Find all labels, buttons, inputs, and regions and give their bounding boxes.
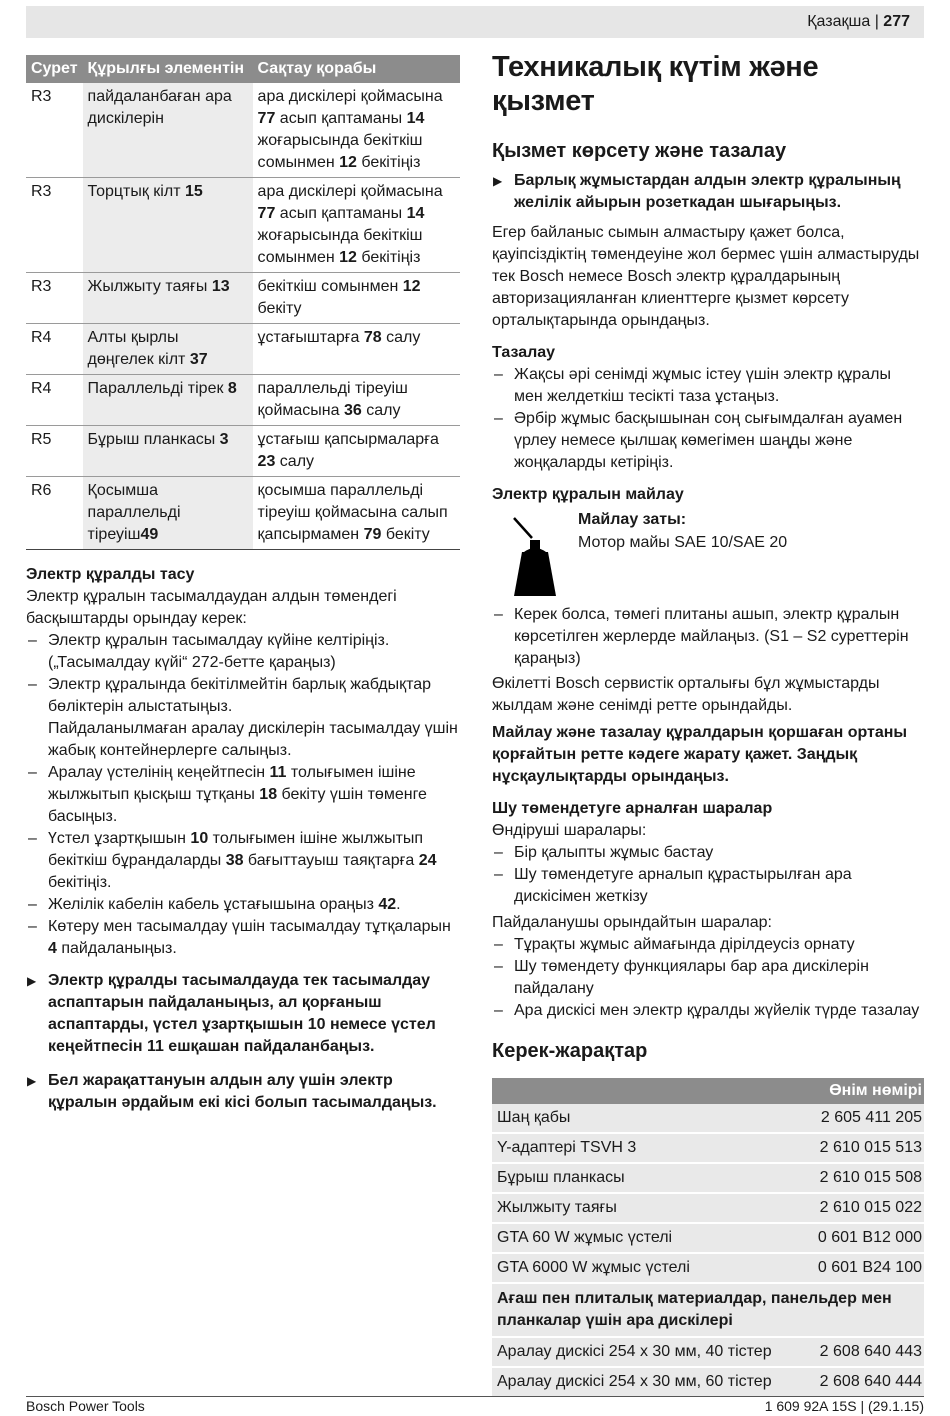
accessory-number: 0 601 B12 000 bbox=[802, 1223, 924, 1253]
list-item: – Бір қалыпты жұмыс бастау bbox=[492, 842, 924, 864]
table-row bbox=[26, 426, 460, 477]
col-header-storage: Сақтау қорабы bbox=[253, 55, 460, 83]
header-page-number: 277 bbox=[883, 13, 910, 30]
header-separator: | bbox=[874, 13, 879, 30]
table-row bbox=[26, 83, 460, 178]
list-item: – Жақсы әрі сенімді жұмыс істеу үшін электр құралы мен желдеткіш тесікті таза ұстаңыз. bbox=[492, 364, 924, 408]
table-row bbox=[492, 1163, 924, 1193]
item-cell: Жылжыту таяғы 13 bbox=[83, 273, 253, 324]
lube-text bbox=[578, 508, 787, 554]
ref-number: 42 bbox=[378, 896, 397, 913]
storage-table-header bbox=[26, 55, 460, 83]
accessories-heading: Керек-жарақтар bbox=[492, 1040, 648, 1062]
lube-list bbox=[492, 604, 924, 670]
right-column bbox=[492, 50, 924, 1397]
list-item: – Керек болса, төмегі плитаны ашып, электр құралын көрсетілген жерлерде майлаңыз. (S1 – S2 суреттерін қараңыз) bbox=[492, 604, 924, 670]
transport-warning-2: ▶ Бел жарақаттануын алдын алу үшін электр құралын әрдайым екі кісі болып тасымалдаңыз. bbox=[26, 1070, 460, 1114]
noise-maker-list bbox=[492, 842, 924, 908]
ref-number: 36 bbox=[343, 402, 362, 419]
ref-number: 49 bbox=[140, 526, 159, 543]
service-heading: Қызмет көрсету және тазалау bbox=[492, 140, 787, 162]
ref-number: 78 bbox=[363, 329, 382, 346]
page-header bbox=[26, 6, 924, 38]
maintenance-title: Техникалық күтім және қызмет bbox=[492, 51, 819, 117]
accessory-number: 2 608 640 444 bbox=[802, 1367, 924, 1397]
noise-user-label: Пайдаланушы орындайтын шаралар: bbox=[492, 914, 772, 931]
list-item: – Шу төмендету функциялары бар ара дискілерін пайдалану bbox=[492, 956, 924, 1000]
accessory-name: Шаң қабы bbox=[492, 1104, 802, 1133]
item-cell: Бұрыш планкасы 3 bbox=[83, 426, 253, 477]
fig-cell: R3 bbox=[26, 273, 83, 324]
ref-number: 10 bbox=[190, 830, 209, 847]
footer-doc-id: 1 609 92A 15S | (29.1.15) bbox=[764, 1398, 924, 1414]
accessories-table-header bbox=[492, 1078, 924, 1104]
noise-user-list bbox=[492, 934, 924, 1022]
transport-intro: Электр құралын тасымалдаудан алдын төмендегі басқыштарды орындау керек: bbox=[26, 588, 397, 627]
list-item: – Желілік кабелін кабель ұстағышына ораңыз 42. bbox=[26, 894, 460, 916]
item-cell: пайдаланбаған ара дискілерін bbox=[83, 83, 253, 178]
table-row bbox=[492, 1253, 924, 1283]
cleaning-list bbox=[492, 364, 924, 474]
accessory-number: 2 605 411 205 bbox=[802, 1104, 924, 1133]
list-item: – Ара дискісі мен электр құралды жүйелік түрде тазалау bbox=[492, 1000, 924, 1022]
oil-can-icon bbox=[510, 510, 570, 602]
cleaning-heading: Тазалау bbox=[492, 344, 556, 361]
table-row bbox=[26, 477, 460, 550]
ref-number: 79 bbox=[363, 526, 382, 543]
service-text: Егер байланыс сымын алмастыру қажет болса, қауіпсіздіктің төмендеуіне жол бермес үшін алмастыруды тек Bosch немесе Bosch электр құралдарының авторизацияланған клиенттерге қызмет көрсету орталықтарында орындаңыз. bbox=[492, 224, 920, 329]
lube-value: Мотор майы SAE 10/SAE 20 bbox=[578, 534, 788, 551]
ref-number: 77 bbox=[257, 205, 276, 222]
noise-maker-label: Өндіруші шаралары: bbox=[492, 822, 647, 839]
footer-divider bbox=[26, 1396, 924, 1397]
storage-cell: ұстағыш қапсырмаларға 23 салу bbox=[253, 426, 460, 477]
table-row bbox=[26, 324, 460, 375]
ref-number: 4 bbox=[48, 940, 57, 957]
fig-cell: R4 bbox=[26, 324, 83, 375]
accessory-number: 2 610 015 513 bbox=[802, 1133, 924, 1163]
ref-number: 38 bbox=[225, 852, 244, 869]
storage-cell: параллельді тіреуіш қоймасына 36 салу bbox=[253, 375, 460, 426]
col-header-product-number: Өнім нөмірі bbox=[492, 1078, 924, 1104]
storage-cell: бекіткіш сомынмен 12 бекіту bbox=[253, 273, 460, 324]
ref-number: 24 bbox=[418, 852, 437, 869]
ref-number: 13 bbox=[211, 278, 230, 295]
ref-number: 8 bbox=[227, 380, 237, 397]
list-item: – Әрбір жұмыс басқышынан соң сығымдалған ауамен үрлеу немесе қылшақ көмегімен шаңды және жоңқаларды кетіріңіз. bbox=[492, 408, 924, 474]
ref-number: 37 bbox=[189, 351, 208, 368]
accessory-name: Аралау дискісі 254 x 30 мм, 60 тістер bbox=[492, 1367, 802, 1397]
ref-number: 15 bbox=[184, 183, 203, 200]
storage-cell: ара дискілері қоймасына 77 асып қаптаманы 14 жоғарысында бекіткіш сомынмен 12 бекітіңіз bbox=[253, 83, 460, 178]
col-header-item: Құрылғы элементін bbox=[83, 55, 253, 83]
lube-block bbox=[492, 508, 924, 604]
list-item: – Көтеру мен тасымалдау үшін тасымалдау тұтқаларын 4 пайдаланыңыз. bbox=[26, 916, 460, 960]
accessory-number: 2 610 015 508 bbox=[802, 1163, 924, 1193]
transport-warning-1: ▶ Электр құралды тасымалдауда тек тасымалдау аспаптарын пайдаланыңыз, ал қорғаныш аспаптарды, үстел ұзартқышын 10 немесе үстел кеңейтпесін 11 ешқашан пайдаланбаңыз. bbox=[26, 970, 460, 1058]
ref-number: 12 bbox=[402, 278, 421, 295]
col-header-fig: Сурет bbox=[26, 55, 83, 83]
storage-table-body bbox=[26, 83, 460, 550]
item-cell: Параллельді тірек 8 bbox=[83, 375, 253, 426]
accessory-name: Y-адаптері TSVH 3 bbox=[492, 1133, 802, 1163]
ref-number: 77 bbox=[257, 110, 276, 127]
footer-brand: Bosch Power Tools bbox=[26, 1398, 145, 1414]
lube-label: Майлау заты: bbox=[578, 511, 687, 528]
accessories-table bbox=[492, 1078, 924, 1397]
fig-cell: R3 bbox=[26, 83, 83, 178]
list-item: – Электр құралын тасымалдау күйіне келтіріңіз. („Тасымалдау күйі“ 272-бетте қараңыз) bbox=[26, 630, 460, 674]
ref-number: 3 bbox=[219, 431, 229, 448]
ref-number: 12 bbox=[339, 154, 357, 171]
accessory-name: Жылжыту таяғы bbox=[492, 1193, 802, 1223]
item-cell: Қосымша параллельді тіреуіш49 bbox=[83, 477, 253, 550]
accessory-name: GTA 6000 W жұмыс үстелі bbox=[492, 1253, 802, 1283]
lube-heading: Электр құралын майлау bbox=[492, 486, 684, 503]
ref-number: 14 bbox=[406, 110, 425, 127]
table-row bbox=[26, 375, 460, 426]
ref-number: 12 bbox=[339, 249, 357, 266]
lube-text-para: Өкілетті Bosch сервистік орталығы бұл жұмыстарды жылдам және сенімді ретте орындайды. bbox=[492, 675, 880, 714]
header-language: Қазақша bbox=[807, 13, 871, 30]
accessories-table-body bbox=[492, 1104, 924, 1397]
table-row bbox=[492, 1193, 924, 1223]
list-item: – Электр құралында бекітілмейтін барлық жабдықтар бөліктерін алыстатыңыз. Пайдаланылмаған аралау дискілерін тасымалдау үшін жабық контейнерлерге салыңыз. bbox=[26, 674, 460, 762]
noise-heading: Шу төмендетуге арналған шаралар bbox=[492, 800, 773, 817]
list-item: – Аралау үстелінің кеңейтпесін 11 толығымен ішіне жылжытып қысқыш тұтқаны 18 бекіту үшін төменге басыңыз. bbox=[26, 762, 460, 828]
ref-number: 11 bbox=[269, 764, 287, 781]
storage-cell: қосымша параллельді тіреуіш қоймасына салып қапсырмамен 79 бекіту bbox=[253, 477, 460, 550]
fig-cell: R4 bbox=[26, 375, 83, 426]
accessory-group-heading: Ағаш пен плиталық материалдар, панельдер мен планкалар үшін ара дискілері bbox=[492, 1283, 924, 1337]
table-row bbox=[492, 1104, 924, 1133]
accessory-number: 0 601 B24 100 bbox=[802, 1253, 924, 1283]
table-row bbox=[492, 1223, 924, 1253]
fig-cell: R6 bbox=[26, 477, 83, 550]
transport-heading: Электр құралды тасу bbox=[26, 566, 195, 583]
accessory-number: 2 610 015 022 bbox=[802, 1193, 924, 1223]
list-item: – Шу төмендетуге арналып құрастырылған ара дискісімен жеткізу bbox=[492, 864, 924, 908]
table-group-row bbox=[492, 1283, 924, 1337]
accessory-name: Аралау дискісі 254 x 30 мм, 40 тістер bbox=[492, 1337, 802, 1367]
service-warning: ▶ Барлық жұмыстардан алдын электр құралының желілік айырын розеткадан шығарыңыз. bbox=[492, 170, 924, 214]
fig-cell: R3 bbox=[26, 178, 83, 273]
accessory-number: 2 608 640 443 bbox=[802, 1337, 924, 1367]
table-row bbox=[26, 178, 460, 273]
left-column bbox=[26, 55, 460, 1114]
eco-note: Майлау және тазалау құралдарын қоршаған ортаны қорғайтын ретте кәдеге жарату қажет. Заңдық нұсқаулықтарды орындаңыз. bbox=[492, 724, 908, 785]
storage-table bbox=[26, 55, 460, 550]
storage-cell: ұстағыштарға 78 салу bbox=[253, 324, 460, 375]
storage-cell: ара дискілері қоймасына 77 асып қаптаманы 14 жоғарысында бекіткіш сомынмен 12 бекітіңіз bbox=[253, 178, 460, 273]
table-row bbox=[492, 1133, 924, 1163]
list-item: – Үстел ұзартқышын 10 толығымен ішіне жылжытып бекіткіш бұрандаларды 38 бағыттауыш таяқтарға 24 бекітіңіз. bbox=[26, 828, 460, 894]
item-cell: Алты қырлы дөңгелек кілт 37 bbox=[83, 324, 253, 375]
accessory-name: Бұрыш планкасы bbox=[492, 1163, 802, 1193]
table-row bbox=[492, 1367, 924, 1397]
transport-list bbox=[26, 630, 460, 960]
ref-number: 14 bbox=[406, 205, 425, 222]
header-text bbox=[807, 13, 910, 31]
accessory-name: GTA 60 W жұмыс үстелі bbox=[492, 1223, 802, 1253]
ref-number: 18 bbox=[259, 786, 278, 803]
table-row bbox=[26, 273, 460, 324]
item-cell: Торцтық кілт 15 bbox=[83, 178, 253, 273]
table-row bbox=[492, 1337, 924, 1367]
ref-number: 23 bbox=[257, 453, 276, 470]
fig-cell: R5 bbox=[26, 426, 83, 477]
list-item: – Тұрақты жұмыс аймағында дірілдеусіз орнату bbox=[492, 934, 924, 956]
